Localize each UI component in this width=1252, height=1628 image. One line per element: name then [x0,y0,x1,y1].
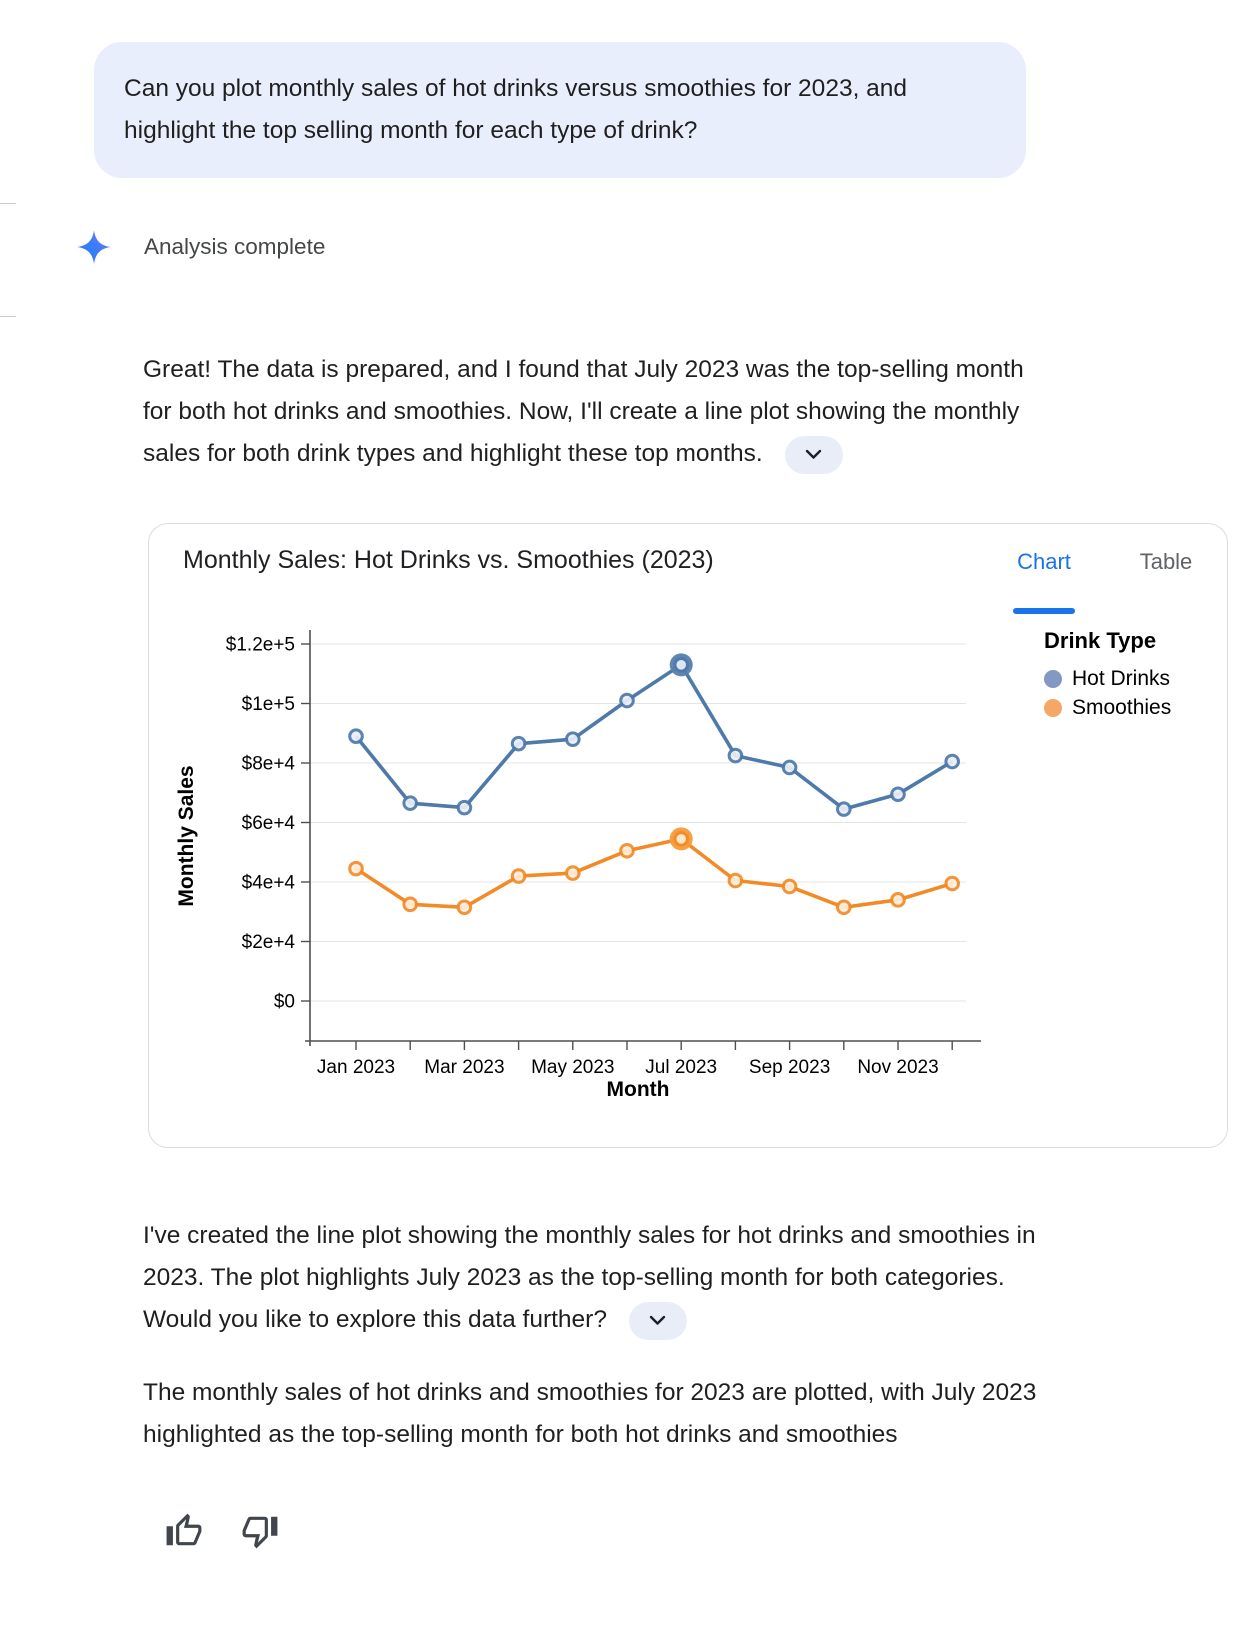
assistant-text-line: sales for both drink types and highlight these top months. [143,440,763,467]
collapse-details-button[interactable] [629,1302,687,1340]
legend-item-smoothies [1044,693,1171,722]
svg-text:$1e+5: $1e+5 [241,694,295,715]
feedback-bar [163,1510,281,1552]
svg-text:$1.2e+5: $1.2e+5 [225,634,295,656]
user-message-line: Can you plot monthly sales of hot drinks versus smoothies for 2023, and [124,75,908,102]
legend-label: Hot Drinks [1072,666,1171,690]
thumbs-up-button[interactable] [163,1510,205,1552]
assistant-paragraph [143,349,1173,475]
assistant-text-line: highlighted as the top-selling month for both hot drinks and smoothies [143,1421,898,1448]
gemini-sparkle-icon [76,228,112,266]
svg-text:$6e+4: $6e+4 [241,813,295,834]
svg-text:Monthly Sales: Monthly Sales [175,765,198,907]
assistant-text-line: Would you like to explore this data further? [143,1306,607,1333]
svg-text:Month: Month [606,1078,670,1101]
svg-text:$4e+4: $4e+4 [241,872,295,894]
chart-card [148,523,1228,1148]
left-panel-divider [0,316,16,317]
thumbs-up-icon [165,1512,203,1550]
assistant-paragraph [143,1215,1173,1341]
assistant-paragraph [143,1372,1173,1456]
assistant-text-line: 2023. The plot highlights July 2023 as the top-selling month for both categories. [143,1264,1005,1291]
svg-text:Mar 2023: Mar 2023 [424,1057,505,1078]
user-message-line: highlight the top selling month for each type of drink? [124,117,698,144]
assistant-text-line: I've created the line plot showing the monthly sales for hot drinks and smoothies in [143,1222,1036,1249]
legend-dot-smoothies [1044,699,1062,717]
thumbs-down-icon [241,1512,279,1550]
legend-dot-hot-drinks [1044,670,1062,688]
tab-chart[interactable]: Chart [1017,549,1071,574]
legend-item-hot-drinks [1044,664,1171,693]
left-panel-divider [0,203,16,204]
active-tab-indicator [1013,608,1075,614]
analysis-status-label: Analysis complete [144,234,326,259]
chevron-down-icon [805,449,822,460]
assistant-text-line: Great! The data is prepared, and I found that July 2023 was the top-selling month [143,356,1024,383]
svg-text:$2e+4: $2e+4 [241,932,295,953]
svg-text:May 2023: May 2023 [531,1057,615,1078]
assistant-text-line: The monthly sales of hot drinks and smoothies for 2023 are plotted, with July 2023 [143,1379,1037,1406]
svg-text:Nov 2023: Nov 2023 [857,1057,939,1078]
collapse-reasoning-button[interactable] [785,436,843,474]
legend-label: Smoothies [1072,695,1172,719]
tab-table[interactable]: Table [1139,549,1193,574]
thumbs-down-button[interactable] [239,1510,281,1552]
svg-text:Jan 2023: Jan 2023 [316,1057,396,1078]
assistant-text-line: for both hot drinks and smoothies. Now, I'll create a line plot showing the monthly [143,398,1020,425]
svg-text:Jul 2023: Jul 2023 [645,1057,718,1078]
chevron-down-icon [649,1315,666,1326]
user-message-bubble [94,42,1026,178]
legend-title: Drink Type [1044,628,1157,653]
svg-text:$0: $0 [273,991,295,1013]
sales-line-chart [149,524,1229,1149]
chart-legend [1044,628,1171,722]
analysis-status-row [76,228,325,266]
svg-text:$8e+4: $8e+4 [241,753,295,775]
svg-text:Sep 2023: Sep 2023 [748,1057,831,1078]
chart-title: Monthly Sales: Hot Drinks vs. Smoothies (2023) [183,546,714,574]
